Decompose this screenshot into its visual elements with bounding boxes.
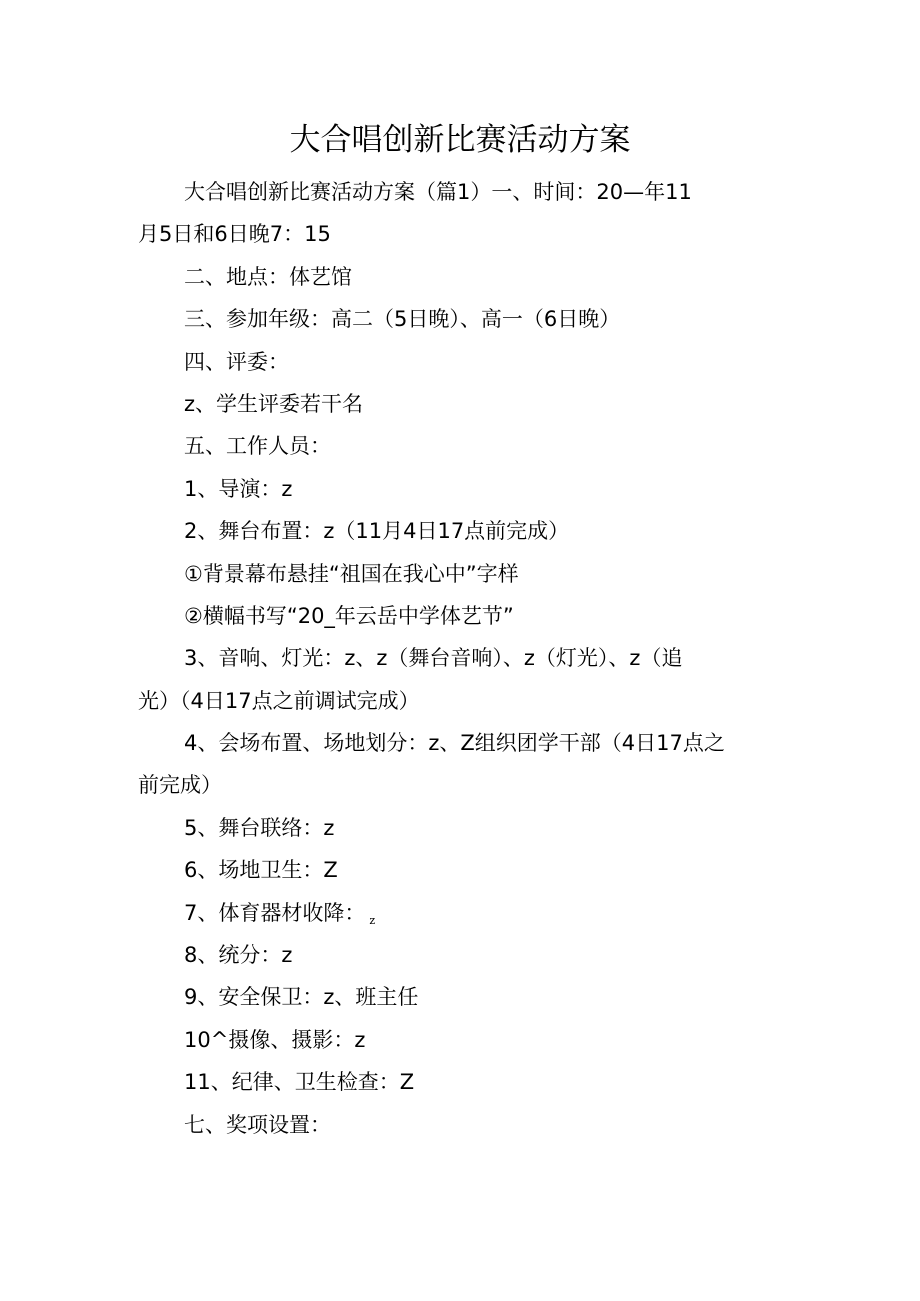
small-z-mark: z (369, 913, 376, 927)
paragraph-line: 三、参加年级：高二（5日晚）、高一（6日晚） (184, 307, 621, 332)
paragraph-line: 8、统分：z (184, 943, 293, 968)
paragraph-line: 2、舞台布置：z（11月4日17点前完成） (184, 519, 570, 544)
paragraph-line: 四、评委： (184, 349, 289, 374)
paragraph-line: 七、奖项设置： (184, 1112, 331, 1137)
document-title: 大合唱创新比赛活动方案 (289, 122, 631, 158)
document-body (138, 171, 782, 1146)
paragraph-line: 6、场地卫生：Z (184, 858, 338, 883)
paragraph-line: 1、导演：z (184, 476, 293, 501)
paragraph-line: 大合唱创新比赛活动方案（篇1）一、时间：20—年11 (184, 180, 692, 204)
paragraph-line: 3、音响、灯光：z、z（舞台音响）、z（灯光）、z（追 (184, 646, 683, 671)
paragraph-line: 月5日和6日晚7：15 (138, 222, 331, 247)
paragraph-line: 5、舞台联络：z (184, 815, 335, 840)
paragraph-line-with-note (138, 892, 782, 934)
paragraph-line: 二、地点：体艺馆 (184, 264, 352, 289)
paragraph-line-text: 7、体育器材收降： (184, 900, 366, 925)
paragraph-line: 光）（4日17点之前调试完成） (138, 688, 420, 713)
paragraph-line: 4、会场布置、场地划分：z、Z组织团学干部（4日17点之 (184, 731, 725, 756)
paragraph-line: z、学生评委若干名 (184, 391, 364, 416)
paragraph-line: ①背景幕布悬挂“祖国在我心中”字样 (184, 561, 519, 586)
paragraph-line: 10^摄像、摄影：z (184, 1027, 366, 1052)
paragraph-line: 前完成） (138, 773, 222, 798)
paragraph-line: 9、安全保卫：z、班主任 (184, 985, 419, 1010)
paragraph-line: 11、纪律、卫生检查：Z (184, 1070, 415, 1095)
paragraph-line: ②横幅书写“20_年云岳中学体艺节” (184, 603, 514, 628)
paragraph-line: 五、工作人员： (184, 434, 331, 459)
